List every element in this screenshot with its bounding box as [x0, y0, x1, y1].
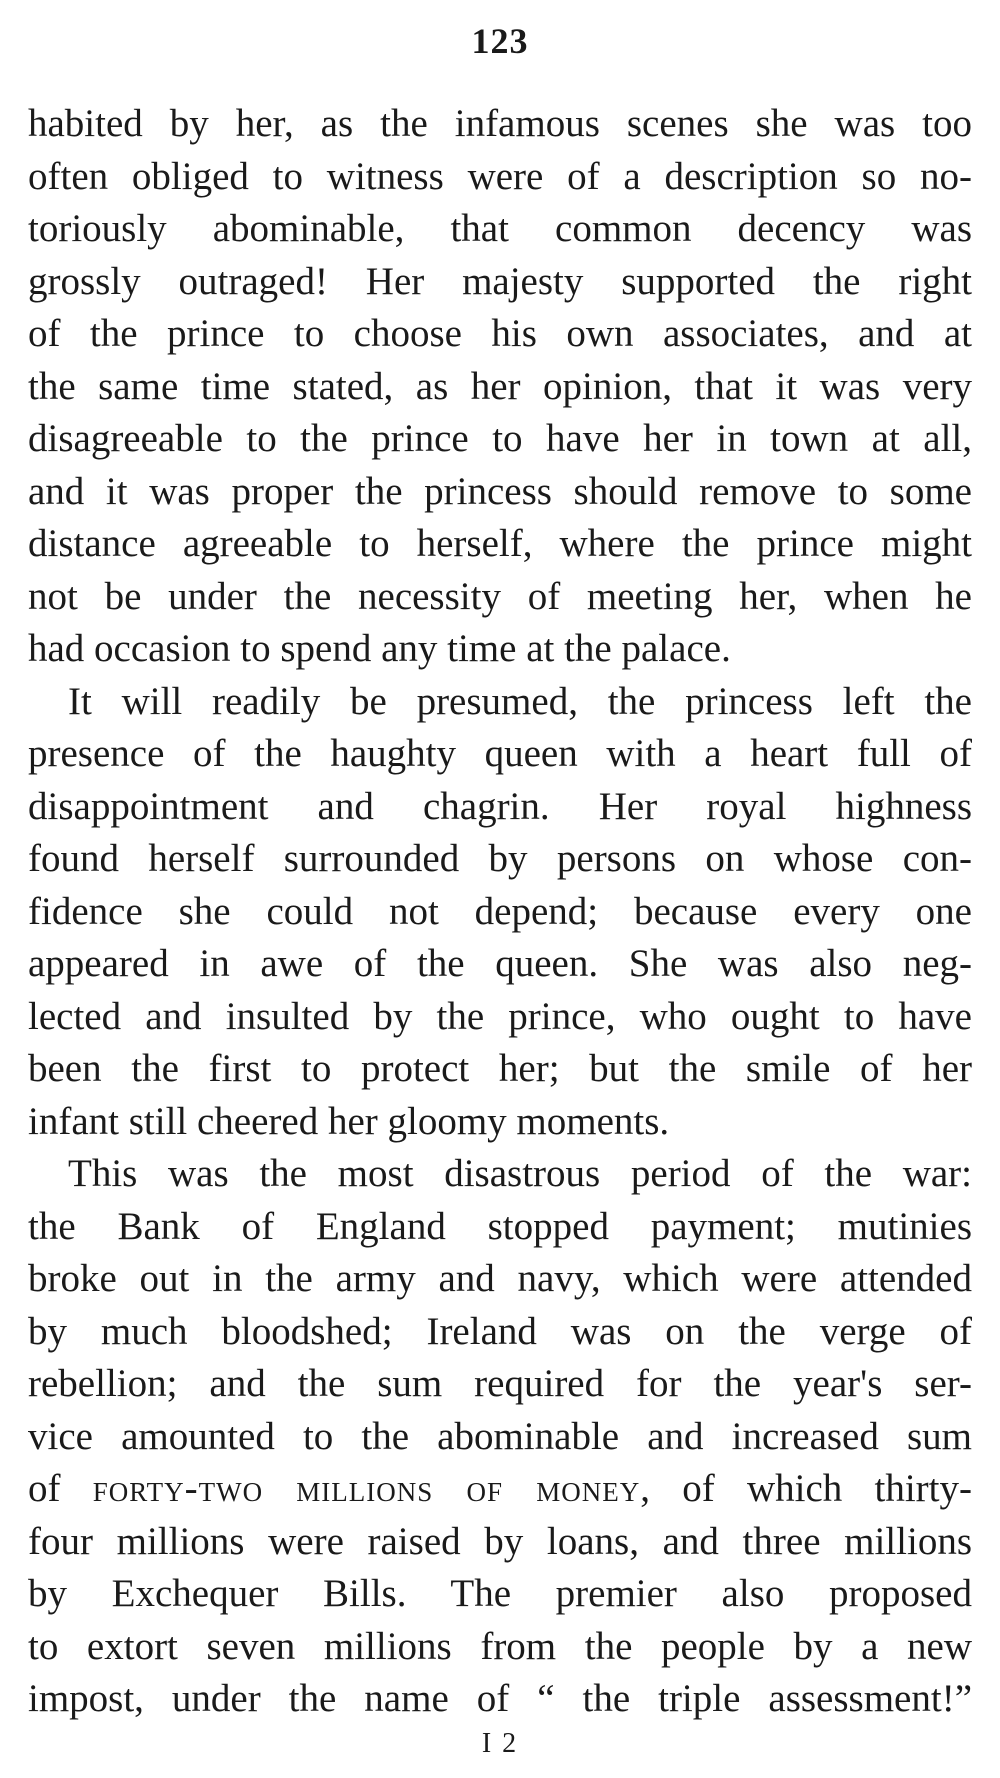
text-line: presence of the haughty queen with a heart full of: [28, 732, 972, 775]
text-line: found herself surrounded by persons on whose con-: [28, 837, 972, 880]
line-text-before: of: [28, 1467, 93, 1510]
text-line: four millions were raised by loans, and three millions: [28, 1519, 972, 1563]
text-line: impost, under the name of “ the triple assessment!”: [28, 1677, 972, 1720]
text-line-with-smallcaps: [28, 1463, 972, 1516]
text-line: of the prince to choose his own associates, and at: [28, 312, 972, 355]
paragraph-end-line: infant still cheered her gloomy moments.: [28, 1099, 670, 1143]
body-text: [28, 98, 972, 1726]
signature-mark: I 2: [481, 1728, 519, 1759]
text-line: vice amounted to the abominable and increased sum: [28, 1414, 972, 1458]
text-line: to extort seven millions from the people by a new: [28, 1624, 972, 1668]
text-line: not be under the necessity of meeting her, when he: [28, 574, 972, 618]
text-line: the same time stated, as her opinion, that it was very: [28, 364, 972, 408]
text-line: been the first to protect her; but the smile of her: [28, 1047, 972, 1090]
text-line: appeared in awe of the queen. She was also neg-: [28, 942, 972, 985]
smallcaps-phrase: forty-two millions of money: [92, 1467, 641, 1510]
text-line: often obliged to witness were of a description so no-: [28, 154, 972, 198]
text-line: lected and insulted by the prince, who ought to have: [28, 994, 972, 1038]
text-line: disappointment and chagrin. Her royal highness: [28, 784, 972, 828]
book-page: [28, 0, 972, 1778]
text-line: by much bloodshed; Ireland was on the verge of: [28, 1309, 972, 1353]
text-line: disagreeable to the prince to have her in town at all,: [28, 417, 972, 460]
line-text-after: , of which thirty-: [640, 1467, 972, 1510]
text-line: toriously abominable, that common decency was: [28, 207, 972, 250]
text-line: the Bank of England stopped payment; mutinies: [28, 1204, 972, 1248]
text-line: distance agreeable to herself, where the prince might: [28, 522, 972, 565]
paragraph-start-line: This was the most disastrous period of the war:: [68, 1152, 972, 1195]
text-line: habited by her, as the infamous scenes she was too: [28, 102, 972, 145]
text-line: broke out in the army and navy, which were attended: [28, 1257, 972, 1300]
page-number: 123: [471, 21, 529, 61]
paragraph-end-line: had occasion to spend any time at the palace.: [28, 627, 731, 670]
text-line: rebellion; and the sum required for the year's ser-: [28, 1362, 972, 1405]
paragraph-start-line: It will readily be presumed, the princess left the: [68, 679, 972, 723]
text-line: and it was proper the princess should remove to some: [28, 469, 972, 513]
text-line: fidence she could not depend; because every one: [28, 889, 972, 933]
text-line: by Exchequer Bills. The premier also proposed: [28, 1572, 972, 1615]
text-line: grossly outraged! Her majesty supported the right: [28, 259, 972, 303]
